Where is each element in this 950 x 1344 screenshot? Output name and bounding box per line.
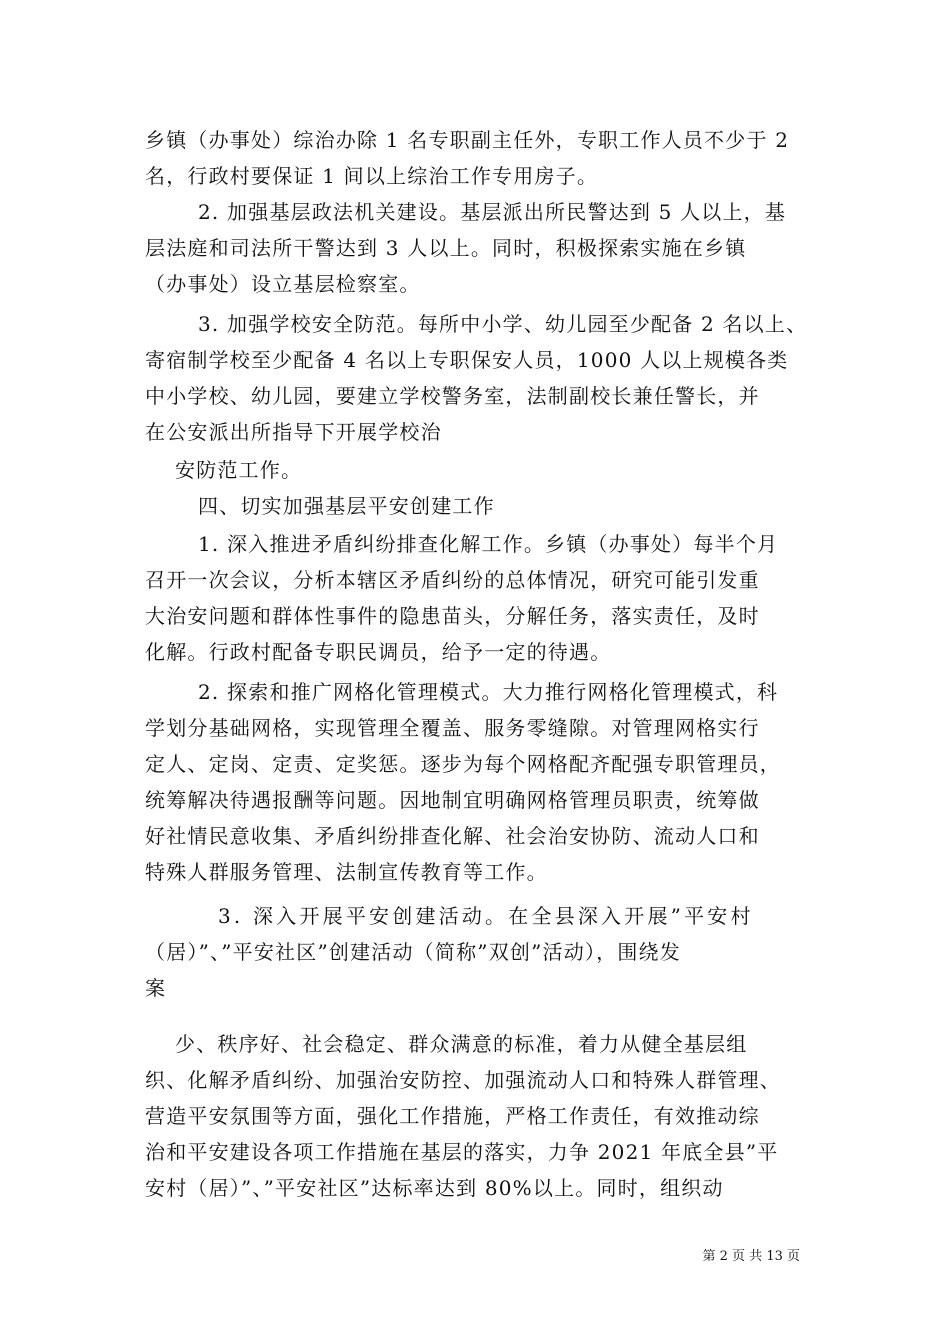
text-line: 3. 加强学校安全防范。每所中小学、幼儿园至少配备 2 名以上、 (198, 312, 808, 336)
text-line: 学划分基础网格，实现管理全覆盖、服务零缝隙。对管理网格实行 (145, 716, 760, 740)
text-line: （居）”、”平安社区”创建活动（简称”双创”活动），围绕发 (145, 940, 681, 964)
text-line: 层法庭和司法所干警达到 3 人以上。同时，积极探索实施在乡镇 (145, 236, 747, 260)
text-line: 召开一次会议，分析本辖区矛盾纠纷的总体情况，研究可能引发重 (145, 568, 760, 592)
text-line: 好社情民意收集、矛盾纠纷排查化解、社会治安协防、流动人口和 (145, 824, 760, 848)
text-line: 2. 探索和推广网格化管理模式。大力推行网格化管理模式，科 (198, 680, 779, 704)
text-line: 中小学校、幼儿园，要建立学校警务室，法制副校长兼任警长，并 (145, 384, 760, 408)
text-line: 化解。行政村配备专职民调员，给予一定的待遇。 (145, 640, 612, 664)
text-line: 治和平安建设各项工作措施在基层的落实，力争 2021 年底全县”平 (145, 1140, 779, 1164)
page-number-footer: 第 2 页 共 13 页 (702, 1249, 800, 1264)
text-line: 名，行政村要保证 1 间以上综治工作专用房子。 (145, 164, 599, 188)
text-line: 在公安派出所指导下开展学校治 (145, 420, 442, 444)
text-line: 乡镇（办事处）综治办除 1 名专职副主任外，专职工作人员不少于 2 (145, 128, 790, 152)
text-line: 寄宿制学校至少配备 4 名以上专职保安人员，1000 人以上规模各类 (145, 348, 789, 372)
text-line: 统筹解决待遇报酬等问题。因地制宜明确网格管理员职责，统筹做 (145, 788, 760, 812)
section-heading: 四、切实加强基层平安创建工作 (198, 494, 495, 518)
text-line: （办事处）设立基层检察室。 (145, 272, 421, 296)
text-line: 营造平安氛围等方面，强化工作措施，严格工作责任，有效推动综 (145, 1104, 760, 1128)
text-line: 大治安问题和群体性事件的隐患苗头，分解任务，落实责任，及时 (145, 604, 760, 628)
text-line: 1. 深入推进矛盾纠纷排查化解工作。乡镇（办事处）每半个月 (198, 532, 779, 556)
text-line: 安村（居）”、”平安社区”达标率达到 80%以上。同时，组织动 (145, 1176, 724, 1200)
text-line: 2. 加强基层政法机关建设。基层派出所民警达到 5 人以上，基 (198, 200, 787, 224)
text-line: 定人、定岗、定责、定奖惩。逐步为每个网格配齐配强专职管理员， (145, 752, 781, 776)
text-line: 特殊人群服务管理、法制宣传教育等工作。 (145, 860, 548, 884)
text-line: 3. 深入开展平安创建活动。在全县深入开展”平安村 (218, 904, 754, 928)
text-line: 案 (145, 976, 167, 1000)
text-line: 织、化解矛盾纠纷、加强治安防控、加强流动人口和特殊人群管理、 (145, 1068, 781, 1092)
text-line: 少、秩序好、社会稳定、群众满意的标准，着力从健全基层组 (175, 1032, 748, 1056)
text-line: 安防范工作。 (175, 458, 303, 482)
